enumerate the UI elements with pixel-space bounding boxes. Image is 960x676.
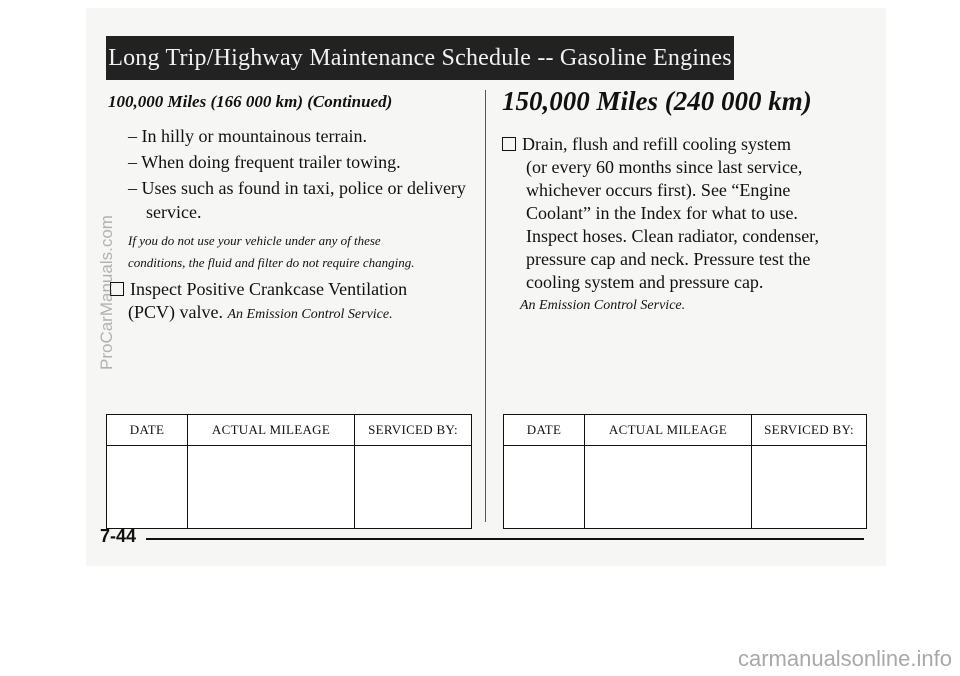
cooling-item: Drain, flush and refill cooling system (or every 60 months since last service, whichever occurs first). See “Engine Coolant” in the Index for what to use. Inspect hoses. Clean radiator, condenser, pressure cap and neck. Pressure test the cooling system and pressure cap. (502, 133, 876, 294)
list-item: – In hilly or mountainous terrain. (128, 126, 367, 146)
page-number: 7-44 (100, 526, 137, 546)
fluid-note: If you do not use your vehicle under any of these conditions, the fluid and filter do not require changing. (128, 233, 415, 270)
service-log-table-right (503, 414, 867, 529)
column-header-date: DATE (504, 415, 585, 446)
list-item: – Uses such as found in taxi, police or delivery service. (128, 178, 466, 222)
service-log-table-left (106, 414, 472, 529)
right-heading: 150,000 Miles (240 000 km) (502, 86, 812, 116)
column-header-serviced: SERVICED BY: (355, 415, 472, 446)
date-cell[interactable] (504, 446, 585, 529)
mileage-cell[interactable] (585, 446, 752, 529)
column-divider (485, 90, 486, 522)
right-column (496, 86, 876, 314)
checkbox-icon[interactable] (502, 137, 516, 151)
serviced-cell[interactable] (355, 446, 472, 529)
table-header-row (504, 415, 867, 446)
column-header-serviced: SERVICED BY: (752, 415, 867, 446)
emission-service-note: An Emission Control Service. (227, 307, 393, 322)
footer-rule (146, 538, 864, 540)
table-row (504, 446, 867, 529)
list-item: – When doing frequent trailer towing. (128, 152, 401, 172)
emission-service-note: An Emission Control Service. (520, 298, 686, 313)
section-banner: Long Trip/Highway Maintenance Schedule -- Gasoline Engines (106, 36, 734, 80)
column-header-mileage: ACTUAL MILEAGE (188, 415, 355, 446)
date-cell[interactable] (107, 446, 188, 529)
column-header-mileage: ACTUAL MILEAGE (585, 415, 752, 446)
column-header-date: DATE (107, 415, 188, 446)
condition-list (104, 124, 476, 224)
left-subheading: 100,000 Miles (166 000 km) (Continued) (108, 92, 393, 111)
bottom-watermark: carmanualsonline.info (737, 646, 952, 671)
table-header-row (107, 415, 472, 446)
side-watermark: ProCarManuals.com (97, 215, 116, 370)
serviced-cell[interactable] (752, 446, 867, 529)
table-row (107, 446, 472, 529)
pcv-item: Inspect Positive Crankcase Ventilation (PCV) valve. An Emission Control Service. (110, 278, 476, 326)
mileage-cell[interactable] (188, 446, 355, 529)
left-column (104, 92, 476, 326)
